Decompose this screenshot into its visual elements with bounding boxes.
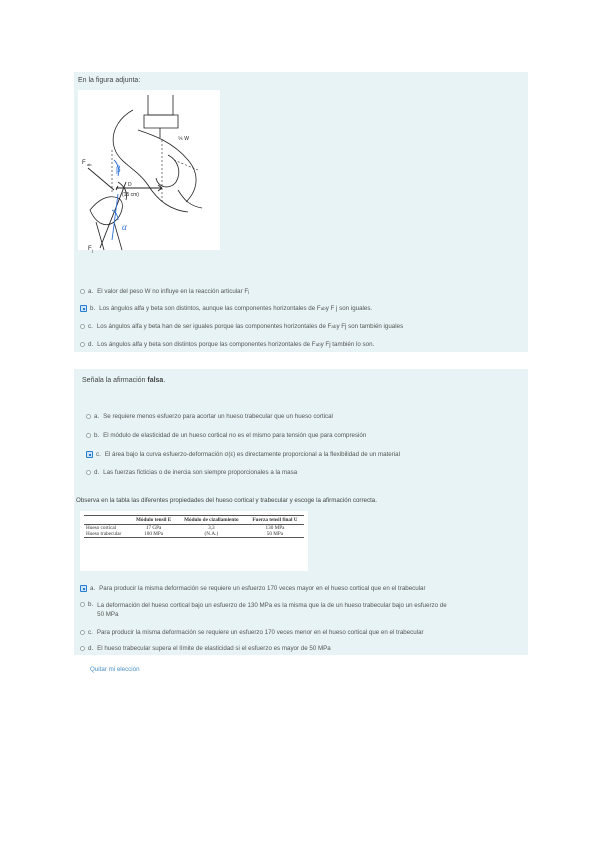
checked-radio-button[interactable] (80, 585, 87, 592)
alpha-label: α (122, 222, 127, 232)
option-text-line2: 50 MPa (97, 611, 119, 618)
option-letter: a. (94, 413, 100, 420)
checked-radio-button[interactable] (86, 451, 93, 458)
radio-button[interactable] (86, 470, 91, 475)
option-letter: c. (96, 451, 101, 458)
q3-option-c[interactable] (80, 629, 424, 636)
option-letter: c. (88, 323, 93, 330)
table-header-row (84, 516, 304, 525)
hip-joint-figure (78, 90, 220, 253)
q1-option-d[interactable] (80, 341, 374, 348)
question-1-panel (74, 72, 528, 352)
option-text-tail: y Fj son también iguales (336, 323, 404, 330)
q2-option-c[interactable] (86, 451, 400, 458)
option-subscript: ab (320, 306, 326, 311)
option-text: El valor del peso W no influye en la reacción articular F (97, 288, 249, 295)
option-text: La deformación del hueso cortical bajo un esfuerzo de 130 MPa es la misma que la de un hueso trabecular bajo un esfuerzo de (97, 602, 447, 609)
radio-button[interactable] (80, 342, 85, 347)
option-letter: b. (88, 601, 94, 608)
table-cell: 130 MPa (265, 525, 285, 531)
option-subscript: ab (315, 342, 321, 347)
force-ab-sub: ab (87, 162, 92, 167)
q2-option-b[interactable] (86, 432, 366, 439)
q3-option-a[interactable] (80, 585, 426, 592)
radio-button[interactable] (80, 646, 85, 651)
question-1-prompt: En la figura adjunta: (78, 77, 141, 84)
option-letter: a. (88, 288, 94, 295)
q1-option-c[interactable] (80, 323, 403, 330)
radio-button[interactable] (86, 433, 91, 438)
option-text: El área bajo la curva esfuerzo-deformación σ(ε) es directamente proporcional a la flexibilidad de un material (104, 451, 400, 458)
table-cell: Hueso cortical (86, 525, 117, 531)
prompt-text-end: . (163, 377, 166, 384)
option-text-tail: y F j son iguales. (325, 305, 373, 312)
question-3-panel (74, 495, 528, 655)
checked-radio-button[interactable] (80, 305, 87, 312)
table-cell: 3,3 (208, 525, 215, 531)
force-j-sub: j (92, 248, 93, 253)
option-letter: b. (94, 432, 100, 439)
weight-label: ⅚ W (178, 136, 189, 142)
table-cell: 100 MPa (144, 531, 164, 537)
option-text-block (97, 601, 446, 619)
option-text: Para producir la misma deformación se requiere un esfuerzo 170 veces mayor en el hueso cortical que en el trabecular (99, 585, 426, 592)
option-text: El módulo de elasticidad de un hueso cortical no es el mismo para tensión que para compresión (103, 432, 367, 439)
option-letter: d. (88, 341, 94, 348)
clear-choice-link[interactable]: Quitar mi elección (90, 666, 140, 673)
option-subscript: ab (331, 324, 337, 329)
q2-option-d[interactable] (86, 469, 297, 476)
option-letter: c. (88, 629, 93, 636)
table-cell: (N.A.) (204, 531, 219, 537)
table-header: Módulo tensil E (136, 517, 172, 523)
bone-properties-table (80, 511, 308, 571)
option-text: Los ángulos alfa y beta son distintos porque las componentes horizontales de F (97, 341, 316, 348)
option-text-tail: y Fj también lo son. (320, 341, 375, 348)
q1-option-b[interactable] (80, 305, 372, 312)
option-letter: d. (88, 645, 94, 652)
table-cell: 17 GPa (145, 525, 162, 531)
table-header: Fuerza tensil final U (252, 517, 298, 523)
table-row (84, 531, 304, 538)
table-cell: Hueso trabecular (86, 531, 122, 537)
q2-option-a[interactable] (86, 413, 333, 420)
radio-button[interactable] (80, 630, 85, 635)
option-letter: a. (90, 585, 96, 592)
question-2-panel (74, 369, 528, 495)
option-text: Los ángulos alfa y beta han de ser iguales porque las componentes horizontales de F (96, 323, 332, 330)
question-3-prompt: Observa en la tabla las diferentes propiedades del hueso cortical y trabecular y escoge la afirmación correcta. (76, 497, 377, 504)
q3-option-d[interactable] (80, 645, 331, 652)
table-cell: 50 MPa (266, 531, 284, 537)
table-header: Módulo de cizallamiento (184, 517, 239, 523)
beta-label: β (116, 164, 121, 174)
radio-button[interactable] (80, 324, 85, 329)
option-letter: d. (94, 469, 100, 476)
option-text: Los ángulos alfa y beta son distintos, aunque las componentes horizontales de F (99, 305, 321, 312)
table-header (84, 516, 130, 525)
option-text: Las fuerzas ficticias o de inercia son siempre proporcionales a la masa (103, 469, 298, 476)
d-label: D (128, 182, 132, 188)
q1-option-a[interactable] (80, 288, 249, 295)
option-text: Se requiere menos esfuerzo para acortar un hueso trabecular que un hueso cortical (103, 413, 333, 420)
prompt-bold-word: falsa (147, 377, 164, 384)
radio-button[interactable] (80, 289, 85, 294)
radio-button[interactable] (86, 414, 91, 419)
option-text: El hueso trabecular supera el límite de elasticidad si el esfuerzo es mayor de 50 MPa (97, 645, 331, 652)
option-letter: b. (90, 305, 96, 312)
force-ab-label: F (82, 160, 86, 166)
question-2-prompt (82, 377, 165, 384)
distance-label: (15 cm) (122, 192, 139, 198)
option-subscript: j (248, 289, 250, 294)
prompt-text: Señala la afirmación (82, 377, 148, 384)
q3-option-b[interactable] (80, 601, 447, 619)
radio-button[interactable] (80, 602, 85, 607)
option-text: Para producir la misma deformación se requiere un esfuerzo 170 veces menor en el hueso cortical que en el trabecular (96, 629, 424, 636)
force-j-label: F (88, 246, 92, 252)
